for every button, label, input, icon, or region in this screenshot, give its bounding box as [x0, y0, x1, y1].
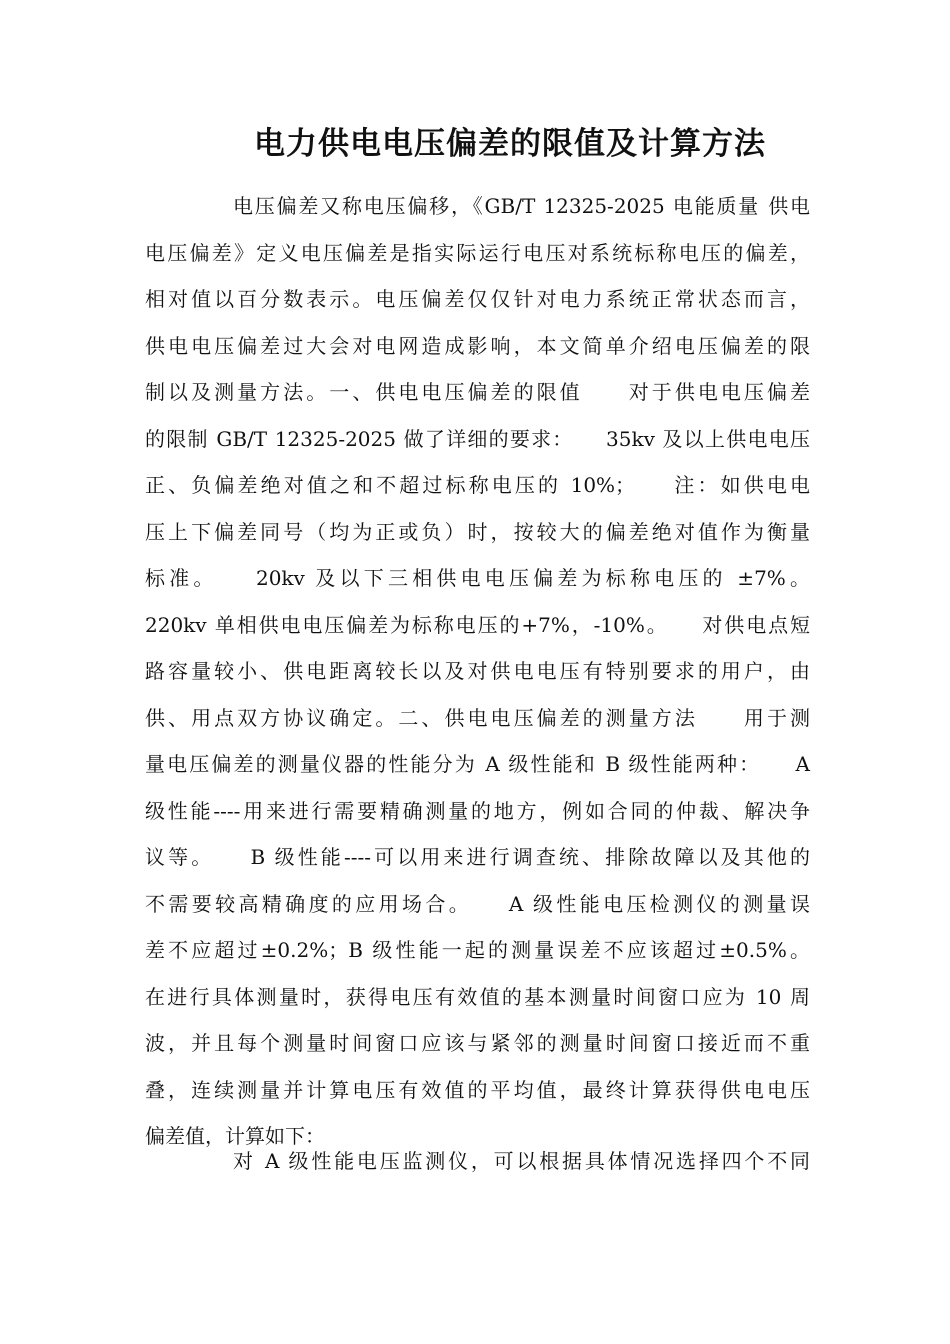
text-line: 供电电压偏差过大会对电网造成影响，本文简单介绍电压偏差的限	[145, 333, 810, 358]
document-title: 电力供电电压偏差的限值及计算方法	[254, 126, 766, 162]
text-line: 电压偏差》定义电压偏差是指实际运行电压对系统标称电压的偏差，	[145, 240, 810, 265]
text-line: 标准。 20kv 及以下三相供电电压偏差为标称电压的 ±7%。	[145, 566, 810, 590]
text-line: 议等。 B 级性能----可以用来进行调查统、排除故障以及其他的	[145, 845, 810, 869]
text-line: 正、负偏差绝对值之和不超过标称电压的 10%； 注：如供电电	[145, 473, 810, 497]
text-line: 量电压偏差的测量仪器的性能分为 A 级性能和 B 级性能两种： A	[145, 752, 810, 776]
paragraph-1	[145, 183, 810, 1160]
text-line: 相对值以百分数表示。电压偏差仅仅针对电力系统正常状态而言，	[145, 287, 810, 311]
text-line: 对 A 级性能电压监测仪，可以根据具体情况选择四个不同	[233, 1149, 810, 1173]
text-line: 在进行具体测量时，获得电压有效值的基本测量时间窗口应为 10 周	[145, 984, 810, 1009]
text-line: 供、用点双方协议确定。二、供电电压偏差的测量方法 用于测	[145, 705, 810, 730]
text-line: 的限制 GB/T 12325-2025 做了详细的要求： 35kv 及以上供电电压	[145, 426, 810, 451]
text-line: 路容量较小、供电距离较长以及对供电电压有特别要求的用户，由	[145, 659, 810, 683]
text-line: 叠，连续测量并计算电压有效值的平均值，最终计算获得供电电压	[145, 1077, 810, 1102]
text-line: 不需要较高精确度的应用场合。 A 级性能电压检测仪的测量误	[145, 891, 810, 916]
paragraph-2	[145, 1138, 810, 1185]
text-line: 220kv 单相供电电压偏差为标称电压的+7%，-10%。 对供电点短	[145, 612, 810, 637]
text-line: 制以及测量方法。一、供电电压偏差的限值 对于供电电压偏差	[145, 380, 810, 404]
text-line: 压上下偏差同号（均为正或负）时，按较大的偏差绝对值作为衡量	[145, 519, 810, 544]
text-line: 级性能----用来进行需要精确测量的地方，例如合同的仲裁、解决争	[145, 798, 810, 823]
text-line: 波，并且每个测量时间窗口应该与紧邻的测量时间窗口接近而不重	[145, 1031, 810, 1055]
text-line: 偏差值，计算如下：	[145, 1124, 325, 1148]
text-line: 电压偏差又称电压偏移，《GB/T 12325-2025 电能质量 供电	[233, 194, 810, 218]
text-line: 差不应超过±0.2%；B 级性能一起的测量误差不应该超过±0.5%。	[145, 938, 810, 962]
